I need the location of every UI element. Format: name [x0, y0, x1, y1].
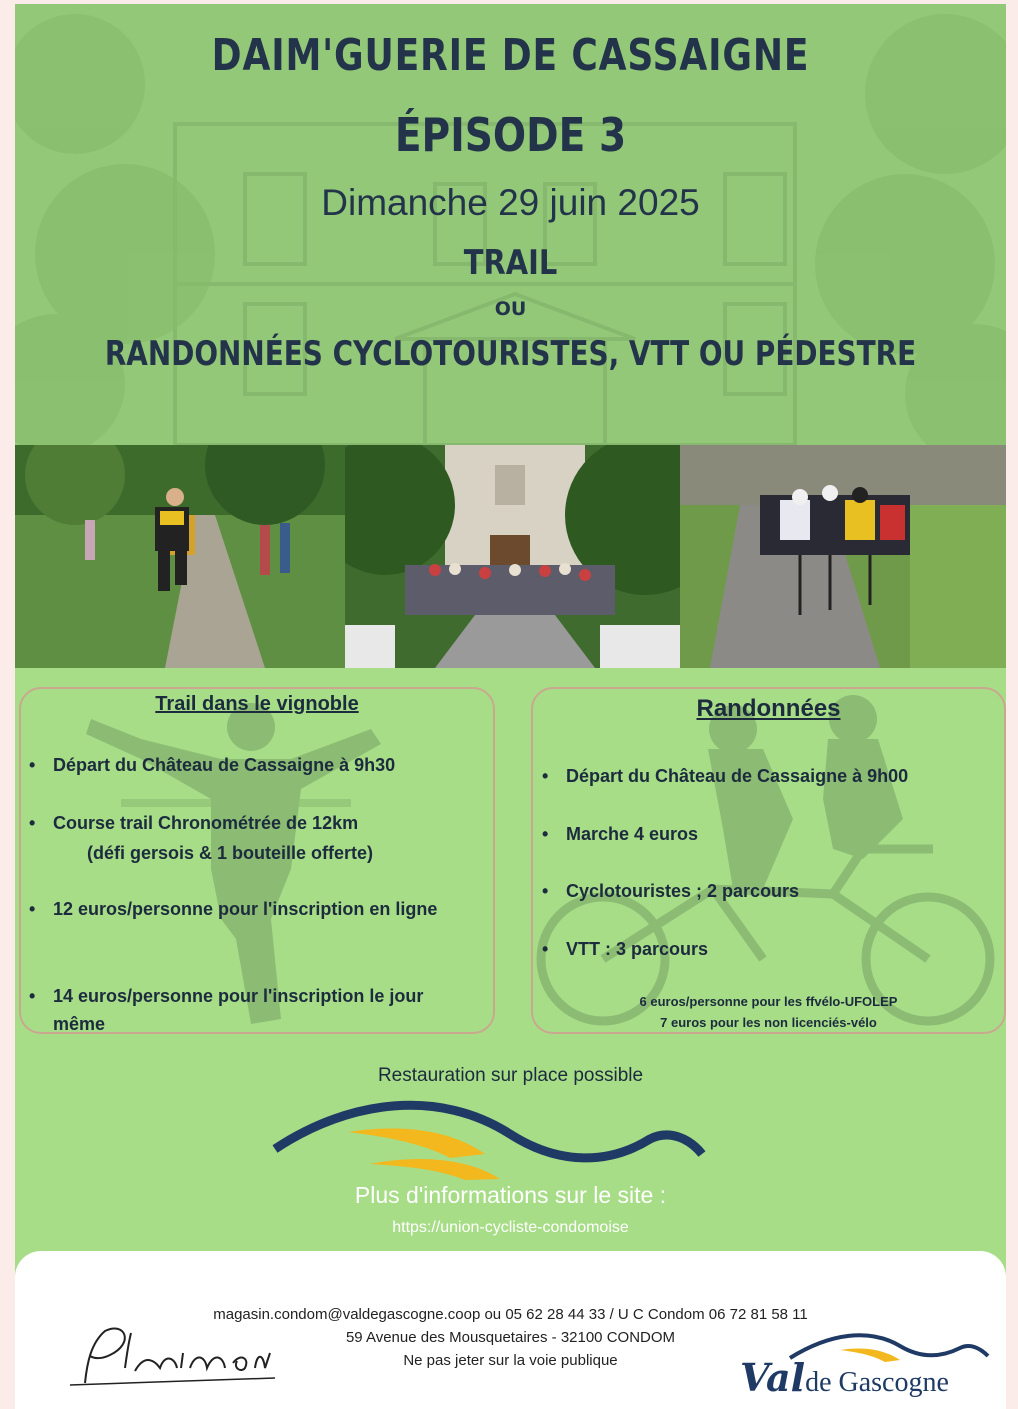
event-date: Dimanche 29 juin 2025 — [321, 182, 700, 223]
poster — [15, 4, 1006, 1409]
logo-val-text: Val — [740, 1355, 806, 1400]
cyclists-photo — [680, 445, 1006, 668]
rando-item-cyclo: • Cyclotouristes ; 2 parcours — [566, 877, 799, 905]
trail-heading: TRAIL — [463, 243, 558, 283]
trail-item-sameday-cont: même — [53, 1014, 106, 1034]
restauration-note: Restauration sur place possible — [377, 1065, 644, 1086]
wave-logo-icon — [270, 1094, 710, 1184]
rando-item-depart: • Départ du Château de Cassaigne à 9h00 — [566, 762, 908, 790]
or-label: OU — [494, 298, 527, 320]
trail-info-box — [19, 687, 495, 1034]
trail-box-title: Trail dans le vignoble — [155, 693, 359, 715]
rando-item-marche: • Marche 4 euros — [566, 820, 698, 848]
trail-runner-photo — [15, 445, 345, 668]
randonnees-heading: RANDONNÉES CYCLOTOURISTES, VTT OU PÉDESTRE — [104, 334, 917, 374]
trail-item-depart: • Départ du Château de Cassaigne à 9h30 — [53, 751, 395, 779]
footer-contact: magasin.condom@valdegascogne.coop ou 05 62 28 44 33 / U C Condom 06 72 81 58 11 — [213, 1306, 808, 1323]
footer-address: 59 Avenue des Mousquetaires - 32100 CONDOM — [345, 1329, 676, 1346]
trail-item-course: • Course trail Chronométrée de 12km — [53, 809, 358, 837]
footer-notice: Ne pas jeter sur la voie publique — [403, 1352, 618, 1369]
tandem-bike-silhouette-icon — [533, 689, 1006, 1034]
header-banner — [15, 4, 1006, 445]
trail-item-sameday-fee: • 14 euros/personne pour l'inscription le jour — [53, 982, 423, 1010]
rando-item-vtt: • VTT : 3 parcours — [566, 935, 708, 963]
footer — [15, 1251, 1006, 1409]
rando-fee-unlicensed: 7 euros pour les non licenciés-vélo — [660, 1015, 877, 1030]
website-url[interactable]: https://union-cycliste-condomoise — [392, 1219, 629, 1236]
rando-box-title: Randonnées — [696, 695, 841, 722]
episode-title: ÉPISODE 3 — [394, 108, 627, 162]
race-start-photo — [345, 445, 680, 668]
plaimont-logo — [65, 1323, 285, 1393]
photo-strip — [15, 445, 1006, 668]
rando-info-box — [531, 687, 1006, 1034]
trail-item-course-detail: (défi gersois & 1 bouteille offerte) — [87, 843, 374, 863]
trail-item-online-fee: • 12 euros/personne pour l'inscription en ligne — [53, 895, 437, 923]
event-title: DAIM'GUERIE DE CASSAIGNE — [211, 30, 810, 81]
more-info-text: Plus d'informations sur le site : — [354, 1182, 667, 1208]
logo-de-gascogne-text: de Gascogne — [805, 1367, 949, 1398]
rando-fee-licensed: 6 euros/personne pour les ffvélo-UFOLEP — [639, 994, 898, 1009]
